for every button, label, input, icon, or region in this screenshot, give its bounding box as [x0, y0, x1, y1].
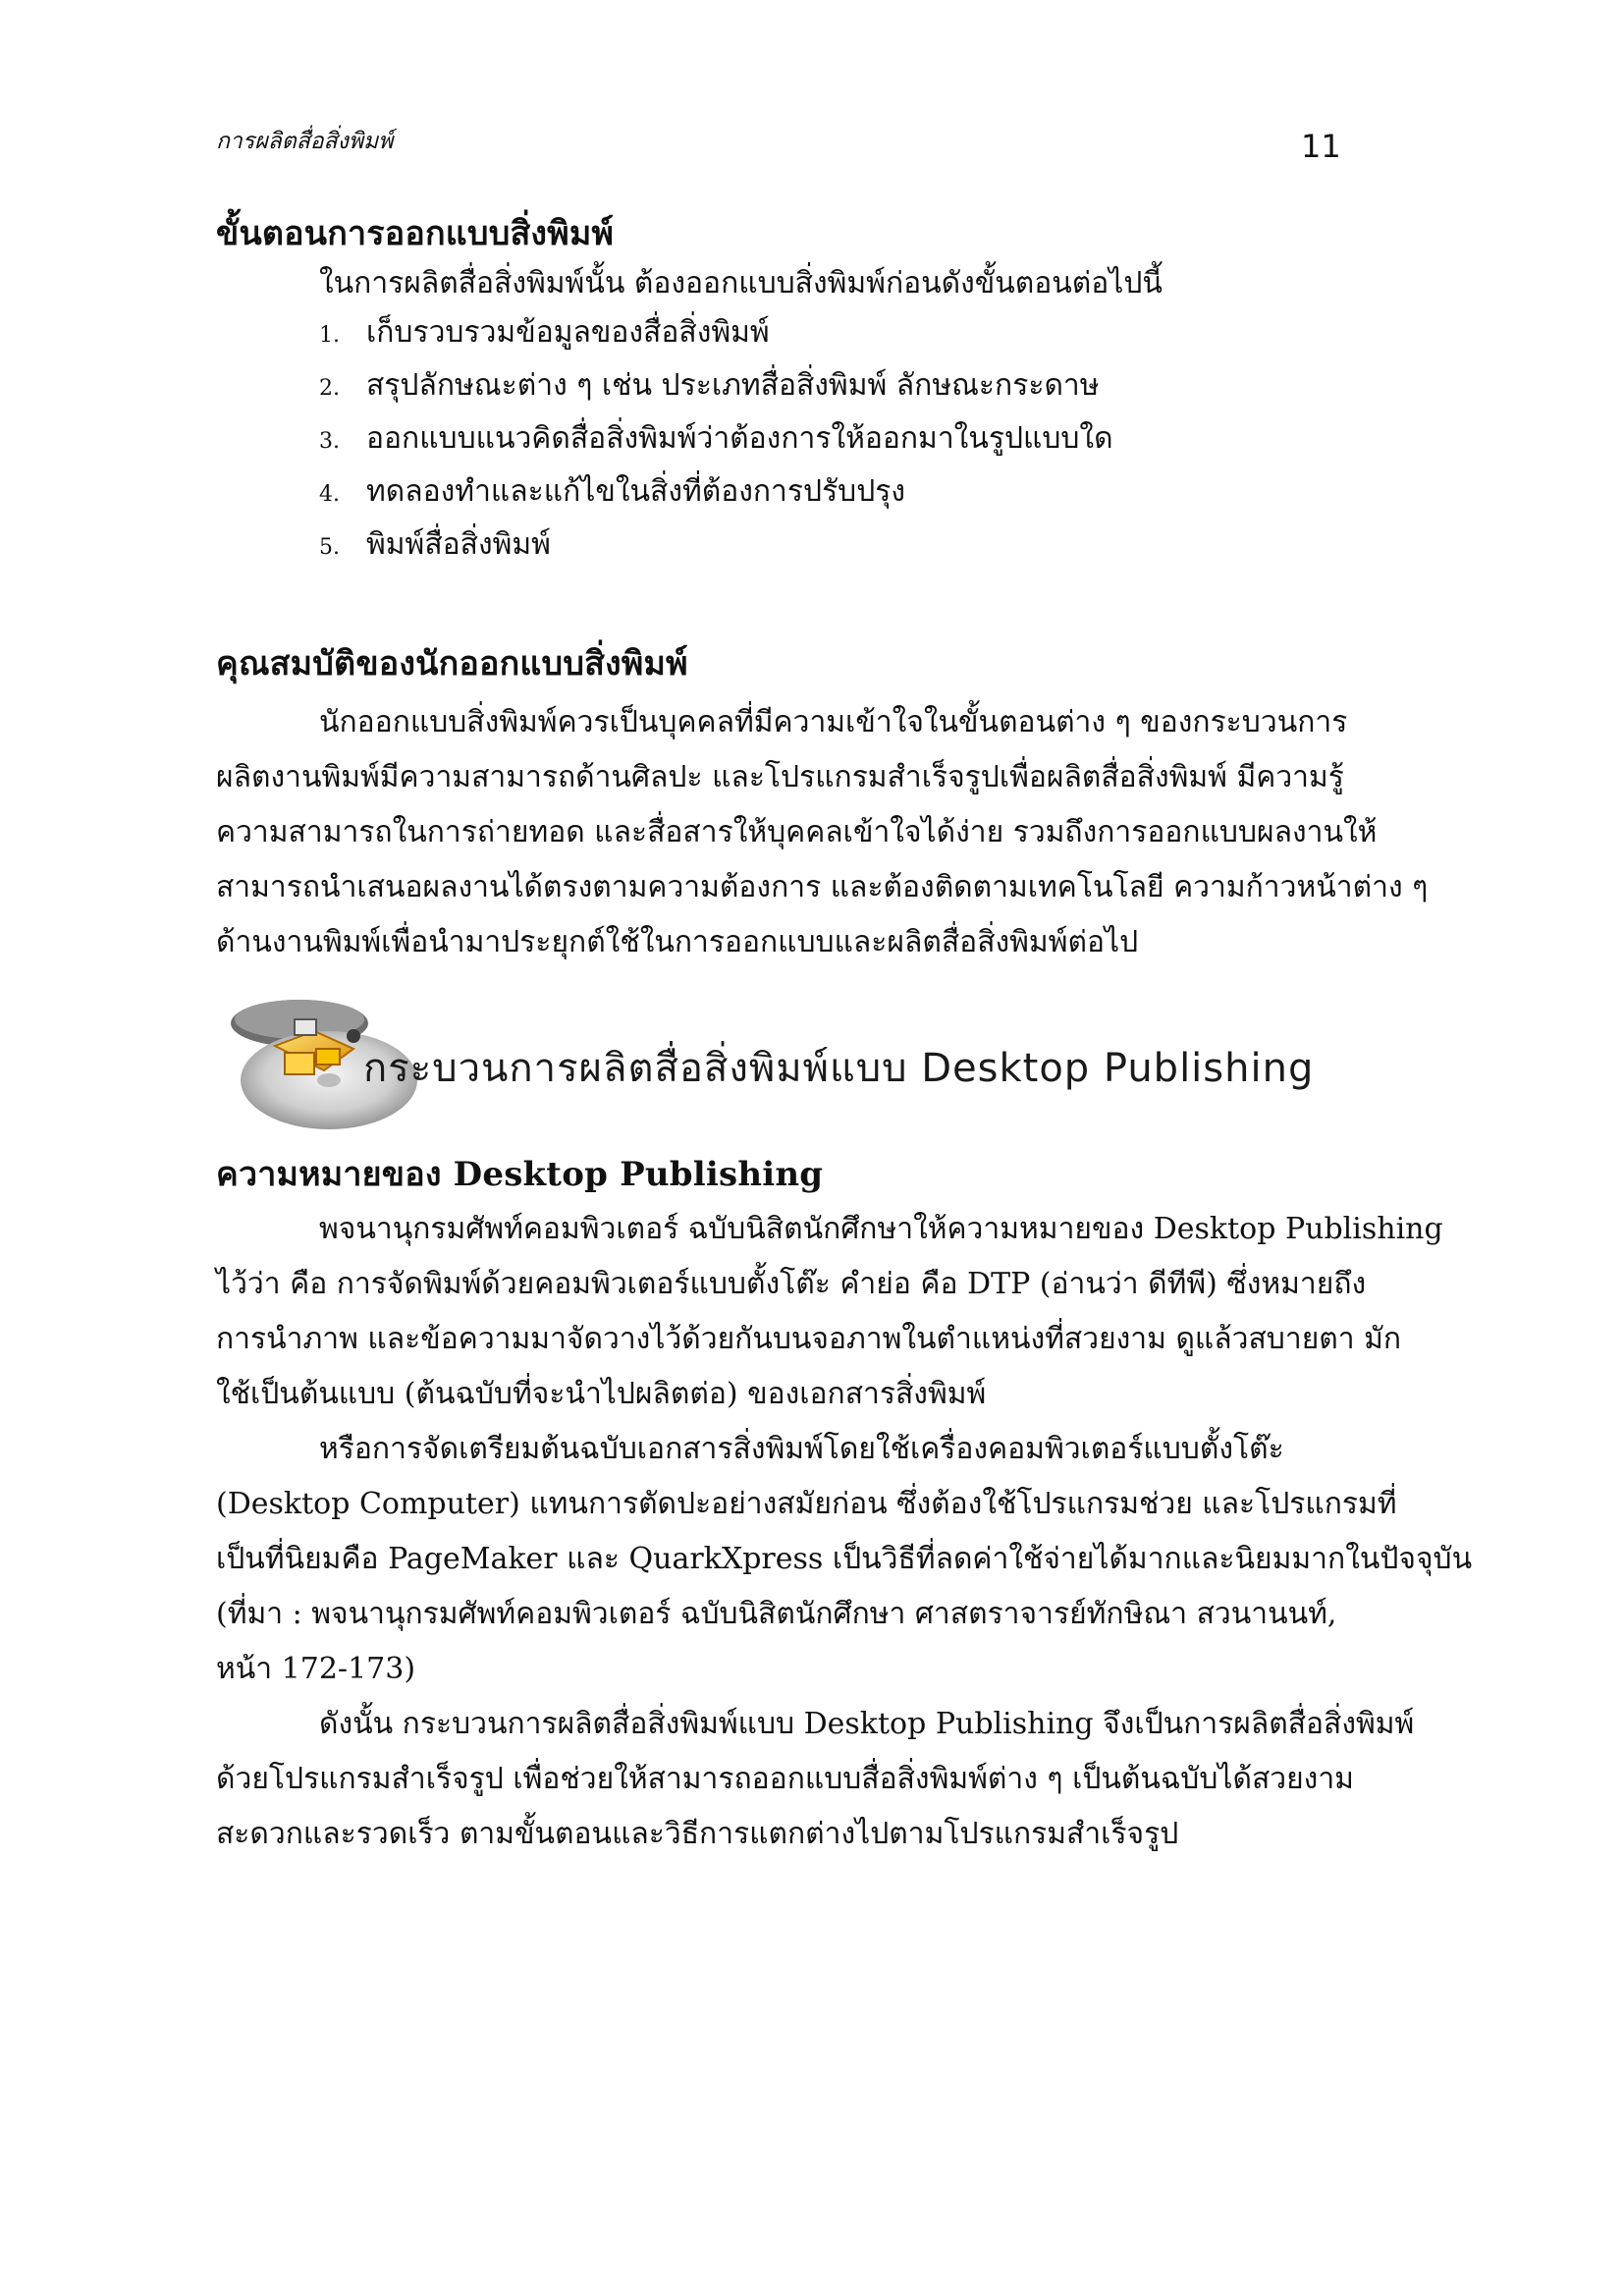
list-text: ทดลองทำและแก้ไขในสิ่งที่ต้องการปรับปรุง — [366, 474, 906, 509]
list-number: 3. — [319, 429, 340, 454]
list-number: 1. — [319, 323, 340, 348]
paragraph-line: ใช้เป็นต้นแบบ (ต้นฉบับที่จะนำไปผลิตต่อ) ของเอกสารสิ่งพิมพ์ — [216, 1377, 987, 1411]
list-text: พิมพ์สื่อสิ่งพิมพ์ — [366, 527, 551, 562]
list-number: 2. — [319, 376, 340, 401]
paragraph-line: (ที่มา : พจนานุกรมศัพท์คอมพิวเตอร์ ฉบับนิสิตนักศึกษา ศาสตราจารย์ทักษิณา สวนานนท์, — [216, 1597, 1337, 1631]
paragraph-line: หรือการจัดเตรียมต้นฉบับเอกสารสิ่งพิมพ์โดยใช้เครื่องคอมพิวเตอร์แบบตั้งโต๊ะ — [319, 1432, 1284, 1466]
paragraph-line: ไว้ว่า คือ การจัดพิมพ์ด้วยคอมพิวเตอร์แบบตั้งโต๊ะ คำย่อ คือ DTP (อ่านว่า ดีทีพี) ซึ่งหมายถึง — [216, 1267, 1367, 1301]
chapter-banner — [206, 992, 1335, 1139]
running-header: การผลิตสื่อสิ่งพิมพ์ — [216, 129, 394, 154]
list-item — [319, 521, 1113, 574]
paragraph-line: ด้วยโปรแกรมสำเร็จรูป เพื่อช่วยให้สามารถออกแบบสื่อสิ่งพิมพ์ต่าง ๆ เป็นต้นฉบับได้สวยงาม — [216, 1762, 1354, 1796]
paragraph-line: นักออกแบบสิ่งพิมพ์ควรเป็นบุคคลที่มีความเข้าใจในขั้นตอนต่าง ๆ ของกระบวนการ — [319, 705, 1348, 739]
section-heading-designer-qualities: คุณสมบัติของนักออกแบบสิ่งพิมพ์ — [216, 644, 688, 683]
section-heading-design-steps: ขั้นตอนการออกแบบสิ่งพิมพ์ — [216, 214, 615, 253]
list-text: เก็บรวบรวมข้อมูลของสื่อสิ่งพิมพ์ — [366, 315, 770, 350]
list-item — [319, 468, 1113, 521]
paragraph-line: พจนานุกรมศัพท์คอมพิวเตอร์ ฉบับนิสิตนักศึกษาให้ความหมายของ Desktop Publishing — [319, 1212, 1443, 1246]
list-item — [319, 415, 1113, 468]
design-steps-list — [319, 309, 1113, 574]
paragraph-line: ผลิตงานพิมพ์มีความสามารถด้านศิลปะ และโปรแกรมสำเร็จรูปเพื่อผลิตสื่อสิ่งพิมพ์ มีความรู้ — [216, 760, 1344, 794]
list-item — [319, 309, 1113, 362]
paragraph-line: ดังนั้น กระบวนการผลิตสื่อสิ่งพิมพ์แบบ Desktop Publishing จึงเป็นการผลิตสื่อสิ่งพิมพ์ — [319, 1707, 1415, 1741]
paragraph-line: ความสามารถในการถ่ายทอด และสื่อสารให้บุคคลเข้าใจได้ง่าย รวมถึงการออกแบบผลงานให้ — [216, 815, 1378, 849]
list-number: 4. — [319, 482, 340, 507]
list-text: ออกแบบแนวคิดสื่อสิ่งพิมพ์ว่าต้องการให้ออกมาในรูปแบบใด — [366, 421, 1113, 456]
paragraph-line: การนำภาพ และข้อความมาจัดวางไว้ด้วยกันบนจอภาพในตำแหน่งที่สวยงาม ดูแล้วสบายตา มัก — [216, 1322, 1402, 1356]
design-steps-intro: ในการผลิตสื่อสิ่งพิมพ์นั้น ต้องออกแบบสิ่งพิมพ์ก่อนดังขั้นตอนต่อไปนี้ — [319, 266, 1163, 301]
paragraph-line: (Desktop Computer) แทนการตัดปะอย่างสมัยก่อน ซึ่งต้องใช้โปรแกรมช่วย และโปรแกรมที่ — [216, 1487, 1397, 1521]
banner-title: กระบวนการผลิตสื่อสิ่งพิมพ์แบบ Desktop Publishing — [363, 1046, 1315, 1091]
page-number: 11 — [1301, 128, 1341, 165]
paragraph-line: หน้า 172-173) — [216, 1652, 416, 1686]
list-item — [319, 362, 1113, 415]
list-number: 5. — [319, 535, 340, 560]
paragraph-line: สามารถนำเสนอผลงานได้ตรงตามความต้องการ และต้องติดตามเทคโนโลยี ความก้าวหน้าต่าง ๆ — [216, 870, 1429, 904]
paragraph-line: เป็นที่นิยมคือ PageMaker และ QuarkXpress เป็นวิธีที่ลดค่าใช้จ่ายได้มากและนิยมมากในปัจจุบัน — [216, 1542, 1473, 1576]
list-text: สรุปลักษณะต่าง ๆ เช่น ประเภทสื่อสิ่งพิมพ์ ลักษณะกระดาษ — [366, 368, 1100, 403]
paragraph-line: ด้านงานพิมพ์เพื่อนำมาประยุกต์ใช้ในการออกแบบและผลิตสื่อสิ่งพิมพ์ต่อไป — [216, 925, 1139, 959]
section-heading-dtp-meaning: ความหมายของ Desktop Publishing — [216, 1155, 824, 1194]
paragraph-line: สะดวกและรวดเร็ว ตามขั้นตอนและวิธีการแตกต่างไปตามโปรแกรมสำเร็จรูป — [216, 1817, 1179, 1851]
